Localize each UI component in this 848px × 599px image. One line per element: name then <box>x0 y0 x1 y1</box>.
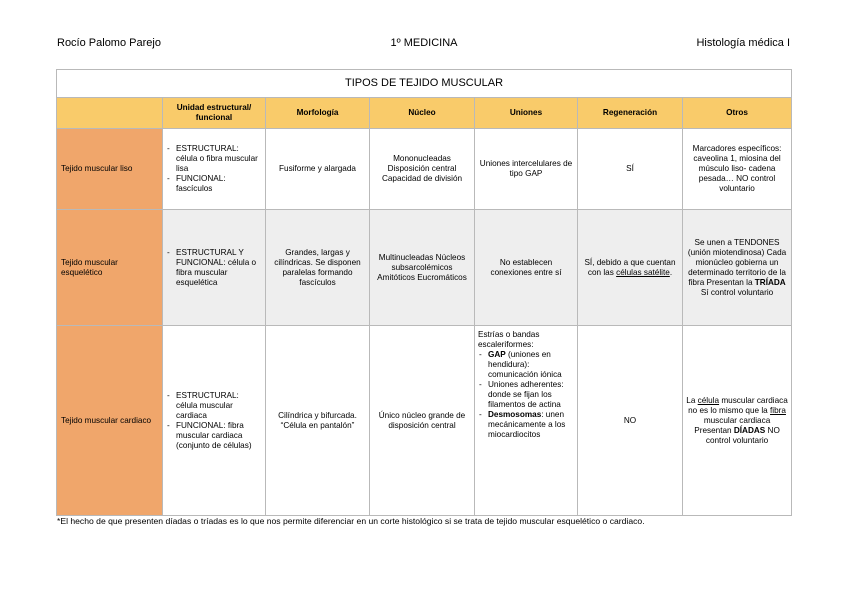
otros-control: NO control voluntario <box>705 425 780 445</box>
otros-text: muscular cardiaca no es lo mismo que la <box>688 395 788 415</box>
table-title: TIPOS DE TEJIDO MUSCULAR <box>57 70 792 98</box>
footnote: *El hecho de que presenten díadas o tríadas es lo que nos permite diferenciar en un corte histológico si se trata de tejido muscular esquelético o cardiaco. <box>57 516 645 526</box>
row-header-esqueletico: Tejido muscular esquelético <box>57 210 163 326</box>
cell-otros <box>683 210 792 326</box>
gap-text: (uniones en hendidura): comunicación iónica <box>488 350 562 379</box>
list-item: - ESTRUCTURAL Y FUNCIONAL: célula o fibra muscular esquelética <box>166 248 262 288</box>
cell-morfologia: Grandes, largas y cilíndricas. Se disponen paralelas formando fascículos <box>266 210 370 326</box>
celula-term: célula <box>697 395 720 405</box>
list-item <box>478 350 574 380</box>
cell-nucleo: Único núcleo grande de disposición central <box>370 326 475 516</box>
cell-uniones <box>475 326 578 516</box>
muscle-tissue-table <box>56 69 792 516</box>
cell-uniones: No establecen conexiones entre sí <box>475 210 578 326</box>
desmosomas-term: Desmosomas <box>488 410 542 419</box>
col-header-regeneracion: Regeneración <box>578 98 683 129</box>
header-subject: Histología médica I <box>696 37 790 49</box>
list-item: - ESTRUCTURAL: célula o fibra muscular lisa <box>166 144 262 174</box>
list-item <box>478 410 574 440</box>
col-header-nucleo: Núcleo <box>370 98 475 129</box>
col-header-morfologia: Morfología <box>266 98 370 129</box>
cell-nucleo: Mononucleadas Disposición central Capacidad de división <box>370 129 475 210</box>
cell-morfologia: Cilíndrica y bifurcada. “Célula en pantalón” <box>266 326 370 516</box>
list-item: - ESTRUCTURAL: célula muscular cardiaca <box>166 391 262 421</box>
cell-morfologia: Fusiforme y alargada <box>266 129 370 210</box>
corner-cell <box>57 98 163 129</box>
cell-regeneracion: SÍ <box>578 129 683 210</box>
cell-nucleo: Multinucleadas Núcleos subsarcolémicos Amitóticos Eucromáticos <box>370 210 475 326</box>
regeneracion-end: . <box>669 267 673 277</box>
row-header-liso: Tejido muscular liso <box>57 129 163 210</box>
otros-text: muscular cardiaca Presentan <box>694 415 771 435</box>
table-row <box>57 210 792 326</box>
cell-regeneracion <box>578 210 683 326</box>
cell-uniones: Uniones intercelulares de tipo GAP <box>475 129 578 210</box>
cell-otros: Marcadores específicos: caveolina 1, miosina del músculo liso- cadena pesada… NO control voluntario <box>683 129 792 210</box>
table-row <box>57 326 792 516</box>
list-item: - FUNCIONAL: fibra muscular cardiaca (conjunto de células) <box>166 421 262 451</box>
col-header-otros: Otros <box>683 98 792 129</box>
adherentes-text: Uniones adherentes: donde se fijan los filamentos de actina <box>488 380 564 409</box>
diadas-term: DÍADAS <box>733 425 766 435</box>
otros-text: La <box>686 395 696 405</box>
list-item: - FUNCIONAL: fascículos <box>166 174 262 194</box>
table-row <box>57 129 792 210</box>
row-header-cardiaco: Tejido muscular cardiaco <box>57 326 163 516</box>
cell-unidad <box>163 210 266 326</box>
header-course: 1º MEDICINA <box>390 37 458 49</box>
fibra-term: fibra <box>770 405 786 415</box>
gap-term: GAP <box>488 350 506 359</box>
desmosomas-text: : unen mecánicamente a los miocardiocitos <box>488 410 566 439</box>
col-header-unidad: Unidad estructural/ funcional <box>163 98 266 129</box>
col-header-uniones: Uniones <box>475 98 578 129</box>
cell-regeneracion: NO <box>578 326 683 516</box>
regeneracion-text: SÍ, debido a que cuentan con las <box>584 257 676 277</box>
triada-term: TRÍADA <box>754 277 786 287</box>
column-header-row <box>57 98 792 129</box>
cell-unidad <box>163 326 266 516</box>
header-author: Rocío Palomo Parejo <box>57 37 161 49</box>
list-item <box>478 380 574 410</box>
otros-control: Sí control voluntario <box>700 287 774 297</box>
cell-otros <box>683 326 792 516</box>
cell-unidad <box>163 129 266 210</box>
otros-text: Se unen a TENDONES (unión miotendinosa) Cada mionúcleo gobierna un determinado territorio de la fibra Presentan la <box>687 237 787 287</box>
celulas-satelite-term: células satélite <box>616 267 670 277</box>
uniones-intro: Estrías o bandas escaleriformes: <box>478 330 540 349</box>
